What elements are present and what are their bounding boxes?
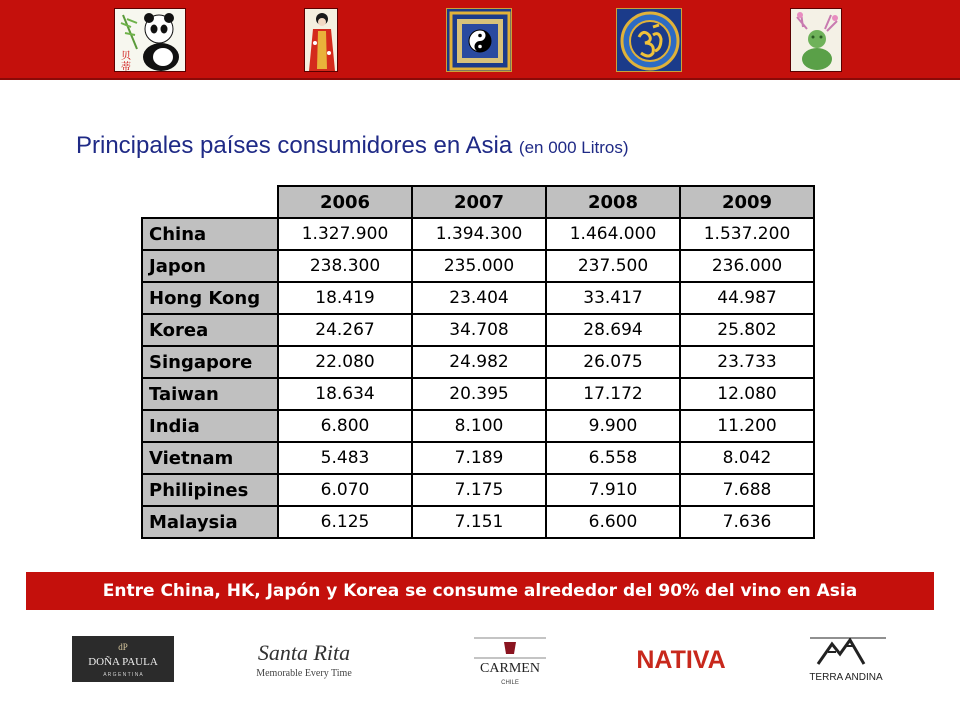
- geisha-image-icon: [305, 9, 338, 72]
- value-cell: 5.483: [278, 442, 412, 474]
- year-header: 2008: [546, 186, 680, 218]
- country-cell: China: [142, 218, 278, 250]
- consumption-table: [141, 185, 815, 539]
- panda-char-1: 贝: [121, 51, 131, 62]
- value-cell: 8.100: [412, 410, 546, 442]
- value-cell: 237.500: [546, 250, 680, 282]
- title-unit: (en 000 Litros): [518, 138, 629, 157]
- value-cell: 26.075: [546, 346, 680, 378]
- value-cell: 6.558: [546, 442, 680, 474]
- value-cell: 238.300: [278, 250, 412, 282]
- value-cell: 6.600: [546, 506, 680, 538]
- panda-char-2: 蒂: [121, 62, 131, 72]
- summary-note: Entre China, HK, Japón y Korea se consume alrededor del 90% del vino en Asia: [26, 572, 934, 610]
- table-row: [142, 282, 814, 314]
- value-cell: 9.900: [546, 410, 680, 442]
- table-row: [142, 410, 814, 442]
- om-symbol-icon: [617, 9, 682, 72]
- nativa-name: NATIVA: [636, 646, 726, 674]
- value-cell: 6.800: [278, 410, 412, 442]
- santa-rita-tagline: Memorable Every Time: [256, 668, 352, 679]
- value-cell: 33.417: [546, 282, 680, 314]
- table-row: [142, 506, 814, 538]
- carmen-sub: CHILE: [501, 680, 519, 686]
- table-row: [142, 218, 814, 250]
- table-header-row: [142, 186, 814, 218]
- dona-paula-name: DOÑA PAULA: [88, 656, 158, 668]
- top-banner: [0, 0, 960, 80]
- value-cell: 8.042: [680, 442, 814, 474]
- terra-andina-name: TERRA ANDINA: [809, 672, 883, 683]
- jade-figure-tile: [790, 8, 842, 72]
- country-cell: India: [142, 410, 278, 442]
- page-title: [76, 132, 629, 160]
- country-cell: Vietnam: [142, 442, 278, 474]
- country-cell: Malaysia: [142, 506, 278, 538]
- year-header: 2007: [412, 186, 546, 218]
- table-corner: [142, 186, 278, 218]
- value-cell: 22.080: [278, 346, 412, 378]
- value-cell: 7.636: [680, 506, 814, 538]
- dona-paula-sub: A R G E N T I N A: [103, 672, 143, 678]
- value-cell: 1.464.000: [546, 218, 680, 250]
- nativa-logo: [622, 642, 740, 682]
- value-cell: 12.080: [680, 378, 814, 410]
- dona-paula-logo: [72, 636, 174, 682]
- value-cell: 7.688: [680, 474, 814, 506]
- year-header: 2006: [278, 186, 412, 218]
- geisha-tile: [304, 8, 338, 72]
- panda-tile: [114, 8, 186, 72]
- value-cell: 7.189: [412, 442, 546, 474]
- carmen-name: CARMEN: [480, 661, 540, 676]
- value-cell: 1.537.200: [680, 218, 814, 250]
- value-cell: 18.419: [278, 282, 412, 314]
- country-cell: Korea: [142, 314, 278, 346]
- value-cell: 7.151: [412, 506, 546, 538]
- value-cell: 6.125: [278, 506, 412, 538]
- country-cell: Singapore: [142, 346, 278, 378]
- value-cell: 18.634: [278, 378, 412, 410]
- yin-yang-icon: [447, 9, 512, 72]
- value-cell: 235.000: [412, 250, 546, 282]
- value-cell: 34.708: [412, 314, 546, 346]
- value-cell: 1.394.300: [412, 218, 546, 250]
- yin-yang-tile: [446, 8, 512, 72]
- santa-rita-logo: [246, 636, 362, 682]
- value-cell: 7.910: [546, 474, 680, 506]
- table-row: [142, 250, 814, 282]
- value-cell: 23.404: [412, 282, 546, 314]
- year-header: 2009: [680, 186, 814, 218]
- carmen-logo: [472, 632, 548, 688]
- svg-text:dP: dP: [118, 642, 128, 652]
- value-cell: 17.172: [546, 378, 680, 410]
- value-cell: 1.327.900: [278, 218, 412, 250]
- table-row: [142, 378, 814, 410]
- title-main: Principales países consumidores en Asia: [76, 132, 513, 159]
- table-row: [142, 474, 814, 506]
- value-cell: 24.267: [278, 314, 412, 346]
- value-cell: 44.987: [680, 282, 814, 314]
- value-cell: 236.000: [680, 250, 814, 282]
- value-cell: 6.070: [278, 474, 412, 506]
- terra-andina-logo: [802, 634, 890, 684]
- country-cell: Philipines: [142, 474, 278, 506]
- value-cell: 20.395: [412, 378, 546, 410]
- jade-figure-icon: [791, 9, 842, 72]
- value-cell: 11.200: [680, 410, 814, 442]
- santa-rita-name: Santa Rita: [257, 640, 351, 665]
- value-cell: 28.694: [546, 314, 680, 346]
- table-row: [142, 314, 814, 346]
- value-cell: 25.802: [680, 314, 814, 346]
- table-row: [142, 346, 814, 378]
- panda-image-icon: [115, 9, 186, 72]
- country-cell: Japon: [142, 250, 278, 282]
- table-row: [142, 442, 814, 474]
- om-tile: [616, 8, 682, 72]
- value-cell: 23.733: [680, 346, 814, 378]
- country-cell: Hong Kong: [142, 282, 278, 314]
- country-cell: Taiwan: [142, 378, 278, 410]
- value-cell: 24.982: [412, 346, 546, 378]
- value-cell: 7.175: [412, 474, 546, 506]
